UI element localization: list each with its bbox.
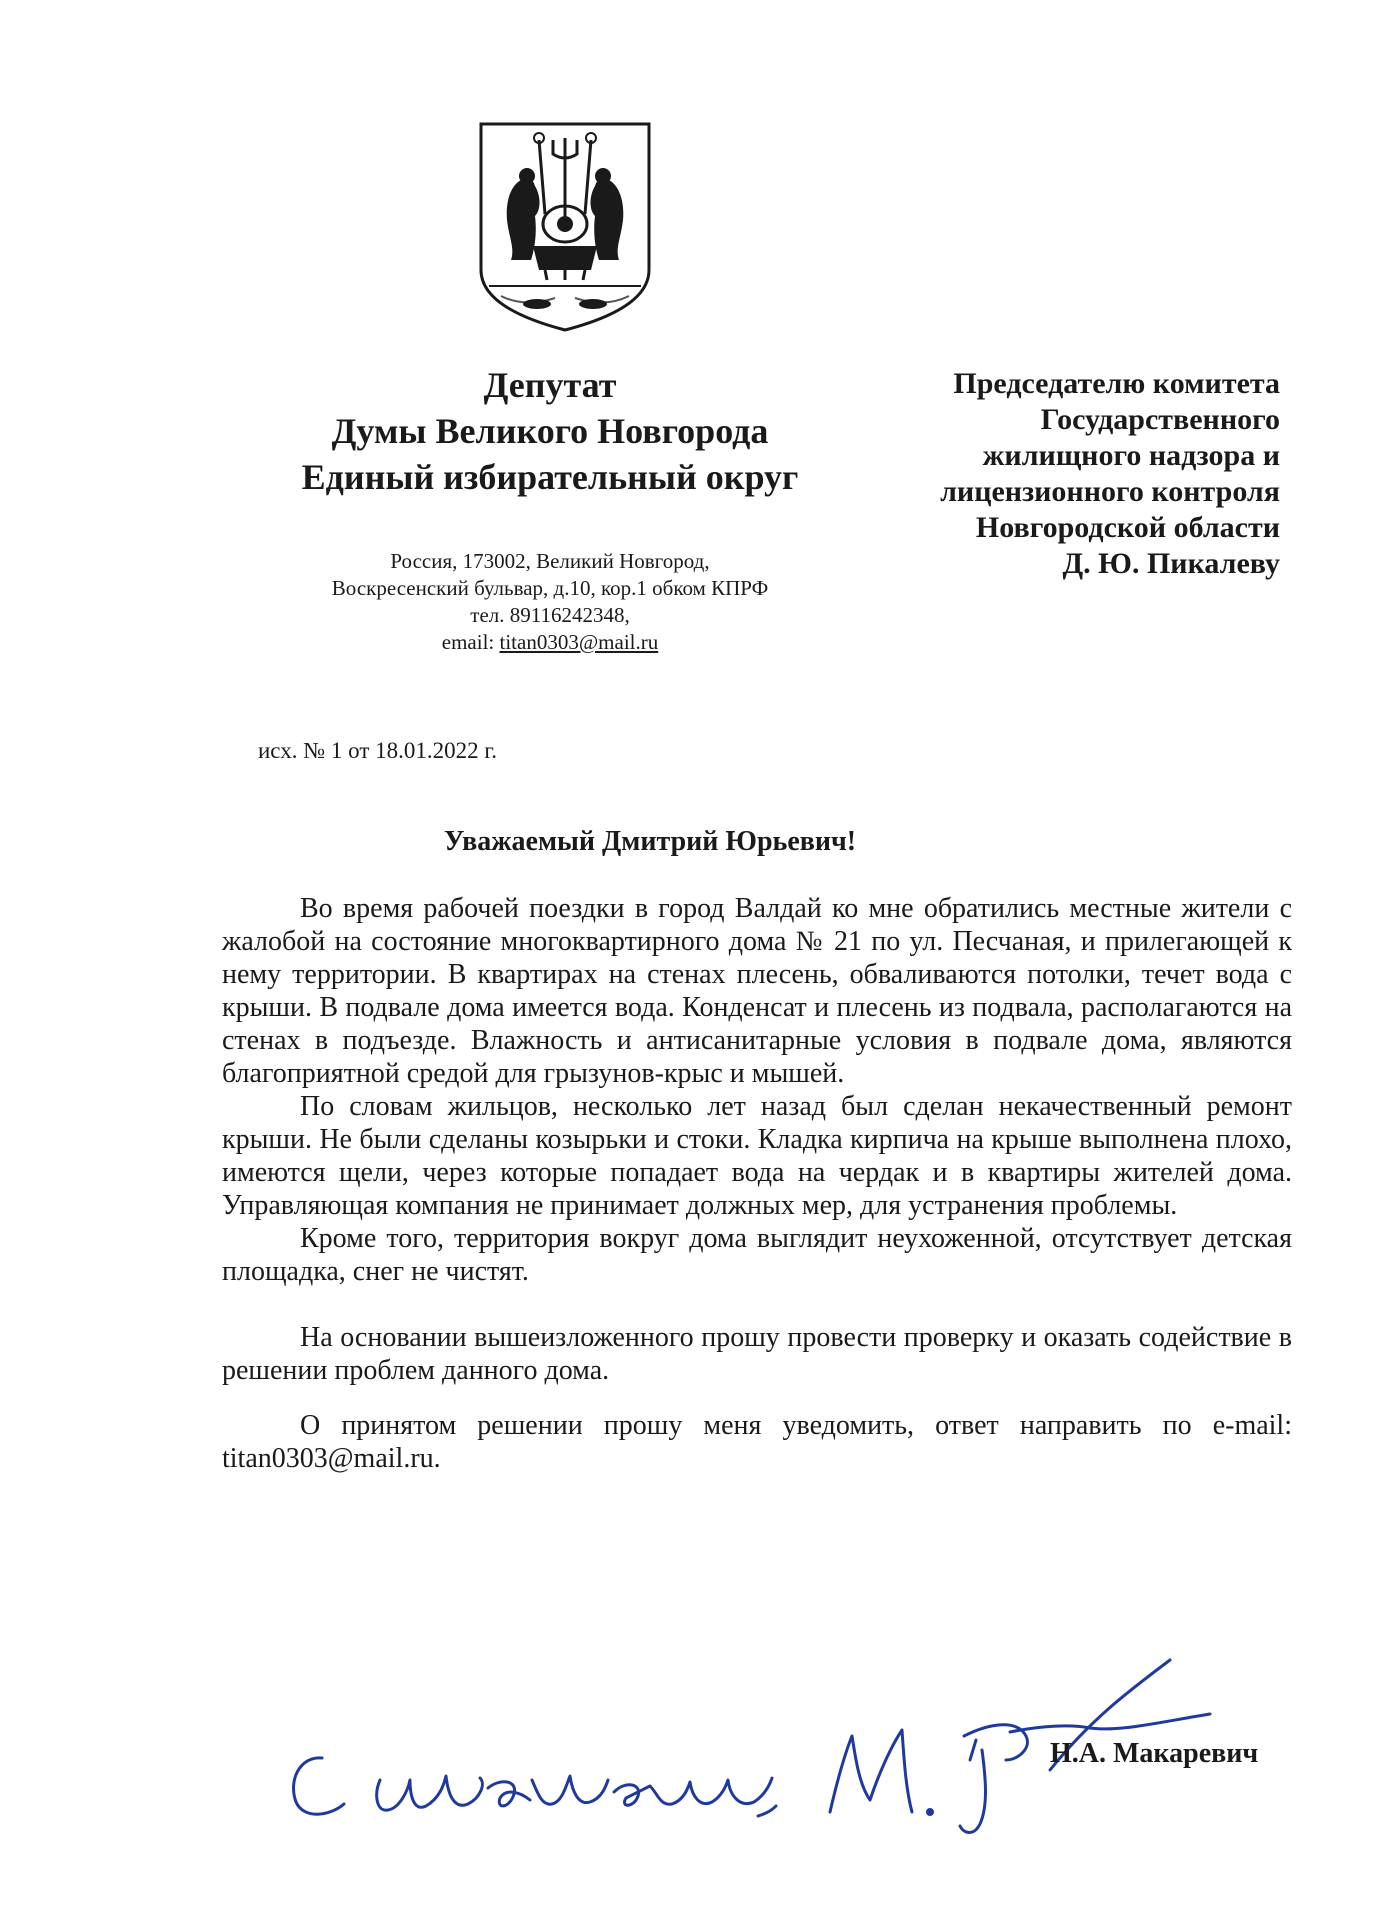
addressee-line: Председателю комитета — [953, 367, 1280, 400]
body-paragraph: О принятом решении прошу меня уведомить, ответ направить по e-mail: titan0303@mail.ru. — [222, 1410, 1292, 1474]
sender-contacts — [250, 548, 850, 656]
signer-name: Н.А. Макаревич — [1050, 1738, 1259, 1769]
coat-of-arms-icon — [475, 120, 655, 334]
sender-title-line: Думы Великого Новгорода — [331, 411, 769, 451]
addressee-line: Новгородской области — [975, 511, 1280, 544]
phone-line: тел. 89116242348, — [470, 603, 630, 627]
address-line: Воскресенский бульвар, д.10, кор.1 обком КПРФ — [331, 576, 769, 600]
letter-body — [222, 892, 1292, 1475]
body-paragraph: На основании вышеизложенного прошу провести проверку и оказать содействие в решении проблем данного дома. — [222, 1322, 1292, 1386]
body-paragraph: Кроме того, территория вокруг дома выглядит неухоженной, отсутствует детская площадка, снег не чистят. — [222, 1223, 1292, 1287]
addressee-line: жилищного надзора и — [982, 439, 1280, 472]
addressee-line: лицензионного контроля — [940, 475, 1280, 508]
addressee-line: Государственного — [1040, 403, 1280, 436]
salutation: Уважаемый Дмитрий Юрьевич! — [443, 826, 857, 857]
body-paragraph: По словам жильцов, несколько лет назад был сделан некачественный ремонт крыши. Не были сделаны козырьки и стоки. Кладка кирпича на крыше выполнена плохо, имеются щели, через которые попадает вода на чердак и в квартиры жителей дома. Управляющая компания не принимает должных мер, для устранения проблемы. — [222, 1091, 1292, 1221]
addressee-block — [860, 366, 1280, 582]
coat-of-arms-emblem — [475, 120, 655, 334]
email-line — [250, 629, 850, 656]
email-link[interactable]: titan0303@mail.ru — [499, 630, 659, 654]
addressee-name: Д. Ю. Пикалеву — [1062, 547, 1280, 580]
outgoing-reference: исх. № 1 от 18.01.2022 г. — [258, 738, 497, 763]
sender-title-line: Единый избирательный округ — [301, 457, 799, 497]
sender-title-line: Депутат — [483, 365, 617, 405]
sender-title-block — [250, 362, 850, 500]
handwritten-signature — [270, 1580, 1320, 1840]
address-line: Россия, 173002, Великий Новгород, — [390, 549, 710, 573]
email-label: email: — [441, 630, 500, 654]
body-paragraph: Во время рабочей поездки в город Валдай ко мне обратились местные жители с жалобой на состояние многоквартирного дома № 21 по ул. Песчаная, и прилегающей к нему территории. В квартирах на стенах плесень, обваливаются потолки, течет вода с крыши. В подвале дома имеется вода. Конденсат и плесень из подвала, располагаются на стенах в подъезде. Влажность и антисанитарные условия в подвале дома, являются благоприятной средой для грызунов-крыс и мышей. — [222, 893, 1292, 1089]
